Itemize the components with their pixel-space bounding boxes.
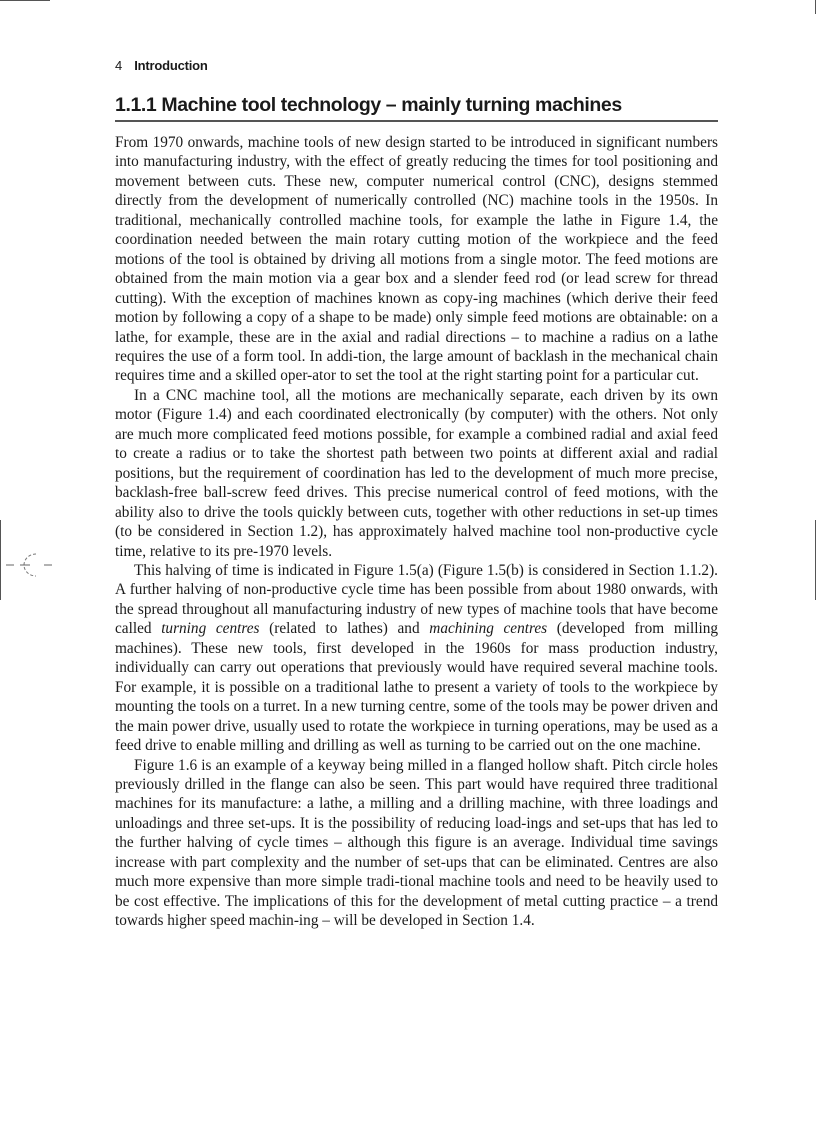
registration-mark-icon: [6, 548, 54, 582]
paragraph-3-text-b: (related to lathes) and: [259, 620, 430, 638]
paragraph-3-text-c: (developed from milling machines). These new tools, first developed in the 1960s for mass production industry, individually can carry out operations that previously would have required several machine tools. For example, it is possible on a traditional lathe to present a variety of tools to the workpiece by mounting the tools on a turret. In a new turning centre, some of the tools may be power driven and the main power drive, usually used to rotate the workpiece in turning operations, may be used as a feed drive to enable milling and drilling as well as turning to be carried out on the one machine.: [115, 620, 719, 755]
term-turning-centres: turning centres: [161, 620, 260, 638]
paragraph-4-text: Figure 1.6 is an example of a keyway being milled in a flanged hollow shaft. Pitch circle holes previously drilled in the flange can also be seen. This part would have required three traditional machines for its manufacture: a lathe, a milling and a drilling machine, with three loadings and unloadings and three set-ups. It is the possibility of reducing load-ings and set-ups that has led to the further halving of cycle times – although this figure is an average. Individual time savings increase with part complexity and the number of set-ups that can be eliminated. Centres are also much more expensive than more simple tradi-tional machine tools and need to be heavily used to be cost effective. The implications of this for the development of metal cutting practice – a trend towards higher speed machin-ing – will be developed in Section 1.4.: [115, 756, 718, 930]
term-machining-centres: machining centres: [429, 620, 548, 638]
crop-mark-left: [0, 520, 1, 600]
section-heading: 1.1.1 Machine tool technology – mainly turning machines: [115, 94, 622, 116]
paragraph-3-text-a: This halving of time is indicated in Figure 1.5(a) (Figure 1.5(b) is considered in Section 1.1.2). A further halving of non-productive cycle time has been possible from about 1980 onwards, with the spread throughout all manufacturing industry of new types of machine tools that have become called: [115, 561, 718, 638]
heading-rule: [115, 120, 718, 122]
paragraph-3: [115, 561, 718, 756]
paragraph-4: [115, 756, 718, 931]
crop-mark-top-left: [0, 0, 50, 1]
chapter-title: Introduction: [134, 58, 208, 73]
paragraph-1: [115, 133, 718, 386]
running-head: [115, 58, 208, 73]
page-number: 4: [115, 58, 123, 73]
paragraph-2-text: In a CNC machine tool, all the motions are mechanically separate, each driven by its own motor (Figure 1.4) and each coordinated electronically (by computer) with the others. Not only are much more complicated feed motions possible, for example a combined radial and axial feed to create a radius or to take the shortest path between two points at different axial and radial positions, but the requirement of coordination has led to the development of much more precise, backlash-free ball-screw feed drives. This precise numerical control of feed motions, with the ability also to drive the tools quickly between cuts, together with other reductions in set-up times (to be considered in Section 1.2), has approximately halved machine tool non-productive cycle time, relative to its pre-1970 levels.: [115, 386, 718, 560]
paragraph-1-text: From 1970 onwards, machine tools of new design started to be introduced in significant numbers into manufacturing industry, with the effect of greatly reducing the times for tool positioning and movement between cuts. These new, computer numerical control (CNC), designs stemmed directly from the development of numerically controlled (NC) machine tools in the 1950s. In traditional, mechanically controlled machine tools, for example the lathe in Figure 1.4, the coordination needed between the main rotary cutting motion of the workpiece and the feed motions of the tool is obtained by driving all motions from a single motor. The feed motions are obtained from the main motion via a gear box and a slender feed rod (or lead screw for thread cutting). With the exception of machines known as copy-ing machines (which derive their feed motion by following a copy of a shape to be made) only simple feed motions are obtainable: on a lathe, for example, these are in the axial and radial directions – to machine a radius on a lathe requires the use of a form tool. In addi-tion, the large amount of backlash in the mechanical chain requires time and a skilled oper-ator to set the tool at the right starting point for a particular cut.: [115, 134, 718, 385]
body-text: [115, 133, 718, 931]
paragraph-2: [115, 386, 718, 561]
